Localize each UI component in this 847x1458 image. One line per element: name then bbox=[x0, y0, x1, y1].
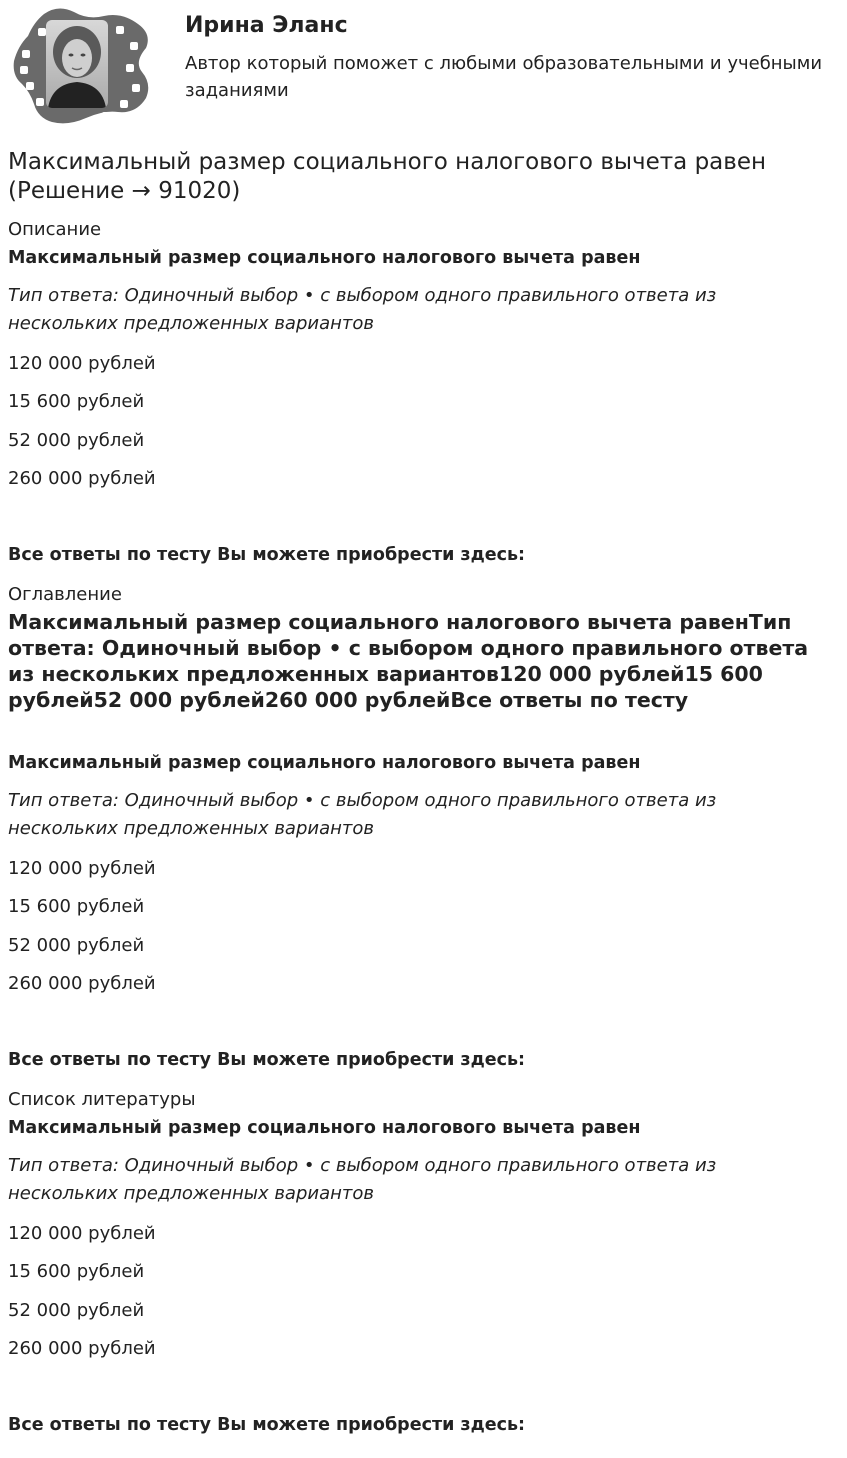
answer-option: 260 000 рублей bbox=[8, 468, 156, 489]
question-type: Тип ответа: Одиночный выбор • с выбором одного правильного ответа из нескольких предложенных вариантов bbox=[8, 285, 717, 334]
question-title: Максимальный размер социального налогового вычета равен bbox=[8, 1118, 641, 1138]
answer-option: 260 000 рублей bbox=[8, 1338, 156, 1359]
question-type: Тип ответа: Одиночный выбор • с выбором одного правильного ответа из нескольких предложенных вариантов bbox=[8, 790, 717, 839]
author-description: Автор который поможет с любыми образовательными и учебными заданиями bbox=[185, 53, 823, 101]
question-title: Максимальный размер социального налогового вычета равен bbox=[8, 248, 641, 268]
buy-answers-text: Все ответы по тесту Вы можете приобрести здесь: bbox=[8, 545, 526, 565]
answer-option: 15 600 рублей bbox=[8, 1261, 145, 1282]
answer-option: 260 000 рублей bbox=[8, 973, 156, 994]
author-avatar bbox=[8, 6, 150, 126]
answer-option: 120 000 рублей bbox=[8, 858, 156, 879]
answer-option: 52 000 рублей bbox=[8, 430, 145, 451]
answer-option: 120 000 рублей bbox=[8, 353, 156, 374]
author-name[interactable]: Ирина Эланс bbox=[185, 13, 348, 38]
buy-answers-text: Все ответы по тесту Вы можете приобрести здесь: bbox=[8, 1050, 526, 1070]
question-title: Максимальный размер социального налогового вычета равен bbox=[8, 753, 641, 773]
section-label-toc: Оглавление bbox=[8, 584, 122, 605]
author-header bbox=[0, 0, 847, 130]
section-label-description: Описание bbox=[8, 219, 102, 240]
page-title: Максимальный размер социального налогового вычета равен (Решение → 91020) bbox=[8, 149, 767, 204]
answer-option: 15 600 рублей bbox=[8, 896, 145, 917]
answer-option: 15 600 рублей bbox=[8, 391, 145, 412]
section-label-bibliography: Список литературы bbox=[8, 1089, 196, 1110]
author-photo-film-frame-icon bbox=[8, 6, 150, 126]
toc-content: Максимальный размер социального налогового вычета равенТип ответа: Одиночный выбор • с выбором одного правильного ответа из нескольких предложенных вариантов120 000 рублей15 600 рублей52 000 рублей260 000 рублейВсе ответы по тесту bbox=[8, 610, 809, 712]
answer-option: 52 000 рублей bbox=[8, 935, 145, 956]
answer-option: 120 000 рублей bbox=[8, 1223, 156, 1244]
buy-answers-text: Все ответы по тесту Вы можете приобрести здесь: bbox=[8, 1415, 526, 1435]
answer-option: 52 000 рублей bbox=[8, 1300, 145, 1321]
question-type: Тип ответа: Одиночный выбор • с выбором одного правильного ответа из нескольких предложенных вариантов bbox=[8, 1155, 717, 1204]
